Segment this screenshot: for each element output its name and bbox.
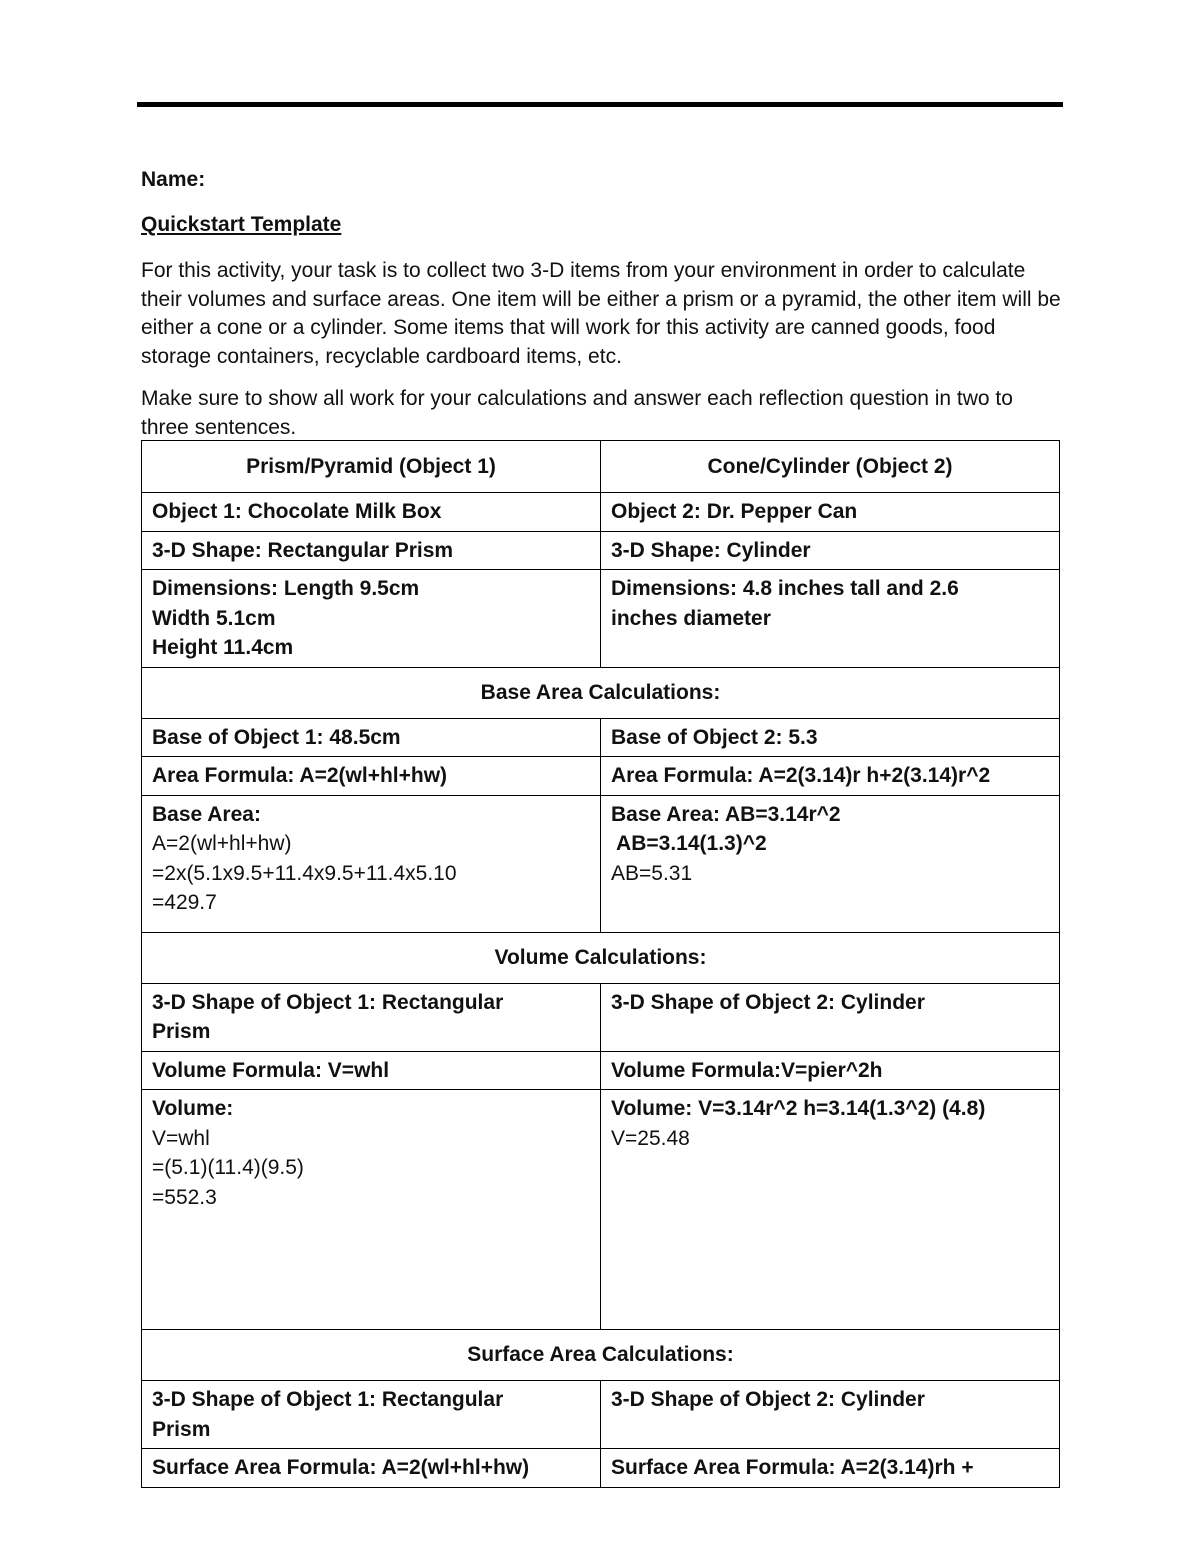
- name-label: Name:: [141, 168, 206, 191]
- object2-shape: 3-D Shape: Cylinder: [611, 538, 811, 562]
- table-row: [142, 1090, 1060, 1330]
- object1-volume-work-1: V=whl: [152, 1126, 210, 1150]
- table-row: [142, 1051, 1060, 1090]
- object2-volume-formula: Volume Formula:V=pier^2h: [611, 1058, 883, 1082]
- template-title: Quickstart Template: [141, 213, 342, 236]
- object2-dims-line2: inches diameter: [611, 606, 771, 630]
- object2-volume-label: Volume: V=3.14r^2 h=3.14(1.3^2) (4.8): [611, 1097, 986, 1120]
- table-row: [142, 757, 1060, 796]
- object1-volume-formula: Volume Formula: V=whl: [152, 1058, 390, 1082]
- table-row: [142, 1449, 1060, 1488]
- volume-section-title: Volume Calculations:: [142, 932, 1060, 983]
- calculations-table: [141, 440, 1060, 1488]
- object1-volume-shape-line1: 3-D Shape of Object 1: Rectangular: [152, 990, 504, 1014]
- object2-base: Base of Object 2: 5.3: [611, 725, 818, 749]
- object2-volume-result: V=25.48: [611, 1126, 690, 1150]
- object1-sa-shape-line2: Prism: [152, 1417, 211, 1441]
- object2-sa-shape: 3-D Shape of Object 2: Cylinder: [611, 1388, 925, 1411]
- object1-area-formula: Area Formula: A=2(wl+hl+hw): [152, 764, 448, 787]
- table-section-row: [142, 1330, 1060, 1381]
- table-row: [142, 531, 1060, 570]
- object1-volume-label: Volume:: [152, 1097, 234, 1120]
- object1-base-area-work-2: =2x(5.1x9.5+11.4x9.5+11.4x5.10: [152, 861, 457, 885]
- object1-dim-length: Dimensions: Length 9.5cm: [152, 577, 420, 600]
- header-rule: [137, 102, 1063, 107]
- object1-base-area-label: Base Area:: [152, 802, 261, 826]
- object1-base-area-work-1: A=2(wl+hl+hw): [152, 832, 292, 855]
- object1-dim-height: Height 11.4cm: [152, 636, 294, 659]
- object2-area-formula: Area Formula: A=2(3.14)r h+2(3.14)r^2: [611, 764, 991, 787]
- col2-header: Cone/Cylinder (Object 2): [601, 441, 1060, 493]
- work-instructions-paragraph: Make sure to show all work for your calculations and answer each reflection question in two to three sentences.: [141, 387, 1013, 439]
- object1-volume-work-2: =(5.1)(11.4)(9.5): [152, 1156, 304, 1179]
- object2-name: Object 2: Dr. Pepper Can: [611, 500, 858, 523]
- surface-area-section-title: Surface Area Calculations:: [142, 1330, 1060, 1381]
- object1-sa-shape-line1: 3-D Shape of Object 1: Rectangular: [152, 1388, 504, 1411]
- table-header-row: [142, 441, 1060, 493]
- object2-base-area-label: Base Area: AB=3.14r^2: [611, 802, 841, 826]
- object1-volume-shape-line2: Prism: [152, 1020, 211, 1043]
- object2-dims-line1: Dimensions: 4.8 inches tall and 2.6: [611, 577, 959, 600]
- object2-sa-formula: Surface Area Formula: A=2(3.14)rh +: [611, 1456, 974, 1479]
- instructions-paragraph: For this activity, your task is to collect two 3-D items from your environment in order to calculate their volumes and surface areas. One item will be either a prism or a pyramid, the other item will be either a cone or a cylinder. Some items that will work for this activity are canned goods, food storage containers, recyclable cardboard items, etc.: [141, 259, 1061, 368]
- object1-name: Object 1: Chocolate Milk Box: [152, 500, 442, 523]
- table-row: [142, 795, 1060, 932]
- object1-dim-width: Width 5.1cm: [152, 606, 276, 630]
- object2-volume-shape: 3-D Shape of Object 2: Cylinder: [611, 990, 925, 1014]
- table-row: [142, 718, 1060, 757]
- object1-volume-result: =552.3: [152, 1185, 217, 1209]
- table-section-row: [142, 667, 1060, 718]
- col1-header: Prism/Pyramid (Object 1): [142, 441, 601, 493]
- object1-sa-formula: Surface Area Formula: A=2(wl+hl+hw): [152, 1456, 530, 1479]
- table-row: [142, 570, 1060, 668]
- base-area-section-title: Base Area Calculations:: [142, 667, 1060, 718]
- table-row: [142, 983, 1060, 1051]
- object2-base-area-result: AB=5.31: [611, 861, 693, 885]
- object2-base-area-work-1: AB=3.14(1.3)^2: [611, 832, 767, 855]
- table-section-row: [142, 932, 1060, 983]
- object1-base-area-result: =429.7: [152, 891, 217, 914]
- table-row: [142, 1381, 1060, 1449]
- table-row: [142, 493, 1060, 532]
- object1-base: Base of Object 1: 48.5cm: [152, 725, 401, 749]
- object1-shape: 3-D Shape: Rectangular Prism: [152, 538, 454, 562]
